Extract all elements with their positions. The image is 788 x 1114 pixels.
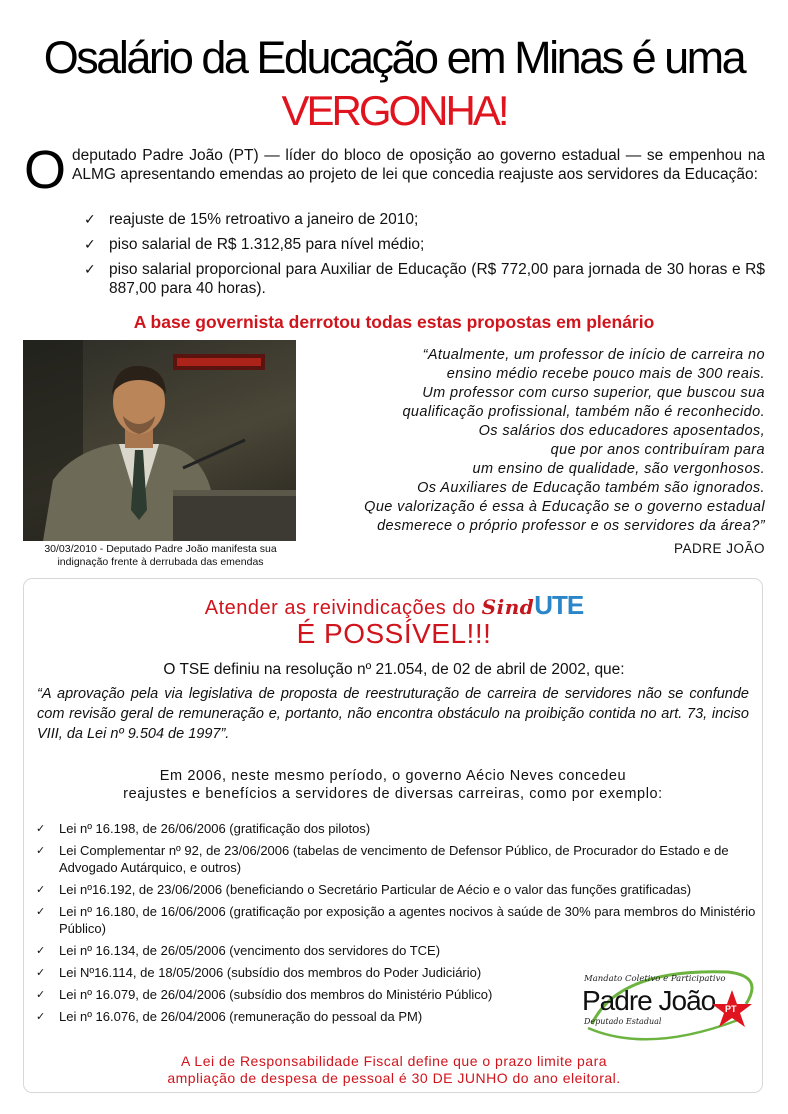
tse-intro: O TSE definiu na resolução nº 21.054, de 02 de abril de 2002, que: (163, 661, 625, 678)
page-title: Osalário da Educação em Minas é uma (43, 32, 745, 83)
demand-line: Atender as reivindicações do SindUTE (204, 590, 584, 620)
tse-quote: “A aprovação pela via legislativa de proposta de reestruturação de carreira de servidores não se confunde com revisão geral de remuneração e, portanto, não encontra obstáculo na proibição contida no art. 73, inciso VIII, da Lei nº 9.504 de 1997”. (37, 686, 749, 742)
check-icon: ✓ (84, 236, 96, 252)
list-item: ✓ piso salarial proporcional para Auxiliar de Educação (R$ 772,00 para jornada de 30 horas e R$ 887,00 para 40 horas). (84, 261, 765, 297)
check-icon: ✓ (36, 845, 46, 857)
check-icon: ✓ (36, 989, 46, 1001)
deputy-photo (23, 340, 296, 541)
quote-author: PADRE JOÃO (673, 541, 765, 556)
logo-role: Deputado Estadual (584, 1017, 662, 1026)
check-icon: ✓ (36, 823, 46, 835)
highlight-headline: A base governista derrotou todas estas propostas em plenário (133, 312, 655, 332)
microphone (183, 440, 245, 468)
check-icon: ✓ (36, 884, 46, 896)
padre-joao-logo (578, 962, 764, 1050)
possible-headline: É POSSÍVEL!!! (296, 618, 492, 649)
law-item: ✓ Lei nº 16.076, de 26/04/2006 (remuneração do pessoal da PM) (36, 1009, 423, 1024)
intro-paragraph (24, 140, 765, 200)
check-icon: ✓ (36, 906, 46, 918)
logo-name: Padre João (582, 985, 716, 1016)
check-icon: ✓ (84, 211, 96, 227)
intro-text: deputado Padre João (PT) — líder do bloco de oposição ao governo estadual — se empenhou na ALMG apresentando emendas ao projeto de lei que concedia reajuste aos servidores da Educação: (72, 147, 765, 183)
government-statement: Em 2006, neste mesmo período, o governo Aécio Neves concedeu reajustes e benefícios a servidores de diversas carreiras, como por exemplo: (123, 768, 663, 802)
proposal-list (84, 210, 765, 304)
law-item: ✓ Lei Nº16.114, de 18/05/2006 (subsídio dos membros do Poder Judiciário) (36, 965, 482, 980)
law-item: ✓ Lei nº16.192, de 23/06/2006 (beneficiando o Secretário Particular de Aécio e o valor das funções gratificadas) (36, 882, 692, 897)
check-icon: ✓ (84, 261, 96, 277)
list-item: ✓ piso salarial de R$ 1.312,85 para nível médio; (84, 236, 425, 253)
pt-badge-text: PT (725, 1004, 737, 1014)
check-icon: ✓ (36, 1011, 46, 1023)
deputy-photo-illustration (23, 340, 296, 541)
sindute-logo-sind: Sind (481, 595, 535, 619)
law-item: ✓ Lei nº 16.134, de 26/05/2006 (vencimento dos servidores do TCE) (36, 943, 441, 958)
law-item: ✓ Lei nº 16.198, de 26/06/2006 (gratificação dos pilotos) (36, 821, 371, 836)
page-subtitle: VERGONHA! (281, 87, 507, 134)
logo-top-text: Mandato Coletivo e Participativo (584, 974, 726, 984)
photo-caption: 30/03/2010 - Deputado Padre João manifesta sua indignação frente à derrubada das emendas (44, 543, 277, 568)
law-item: ✓ Lei nº 16.180, de 16/06/2006 (gratificação por exposição a agentes nocivos à saúde de 30% para membros do Ministério Público) (36, 904, 756, 936)
lrf-note: A Lei de Responsabilidade Fiscal define que o prazo limite para ampliação de despesa de pessoal é 30 DE JUNHO do ano eleitoral. (167, 1053, 621, 1086)
law-item: ✓ Lei nº 16.079, de 26/04/2006 (subsídio dos membros do Ministério Público) (36, 987, 493, 1002)
drop-cap: O (24, 140, 67, 200)
check-icon: ✓ (36, 967, 46, 979)
sindute-logo-ute: UTE (534, 590, 584, 620)
law-item: ✓ Lei Complementar nº 92, de 23/06/2006 (tabelas de vencimento de Defensor Público, de Procurador do Estado e de Advogado Autárquico, e outros) (36, 843, 729, 875)
check-icon: ✓ (36, 945, 46, 957)
podium (173, 490, 296, 541)
list-item: ✓ reajuste de 15% retroativo a janeiro de 2010; (84, 211, 419, 228)
deputy-quote: “Atualmente, um professor de início de carreira no ensino médio recebe pouco mais de 300 reais. Um professor com curso superior, que buscou sua qualificação profissional, também não é reconhecido. Os salários dos educadores aposentados, que por anos contribuíram para um ensino de qualidade, são vergonhosos. Os Auxiliares de Educação também são ignorados. Que valorização é essa à Educação se o governo estadual desmerece o próprio professor e os servidores da área?” (364, 347, 765, 534)
